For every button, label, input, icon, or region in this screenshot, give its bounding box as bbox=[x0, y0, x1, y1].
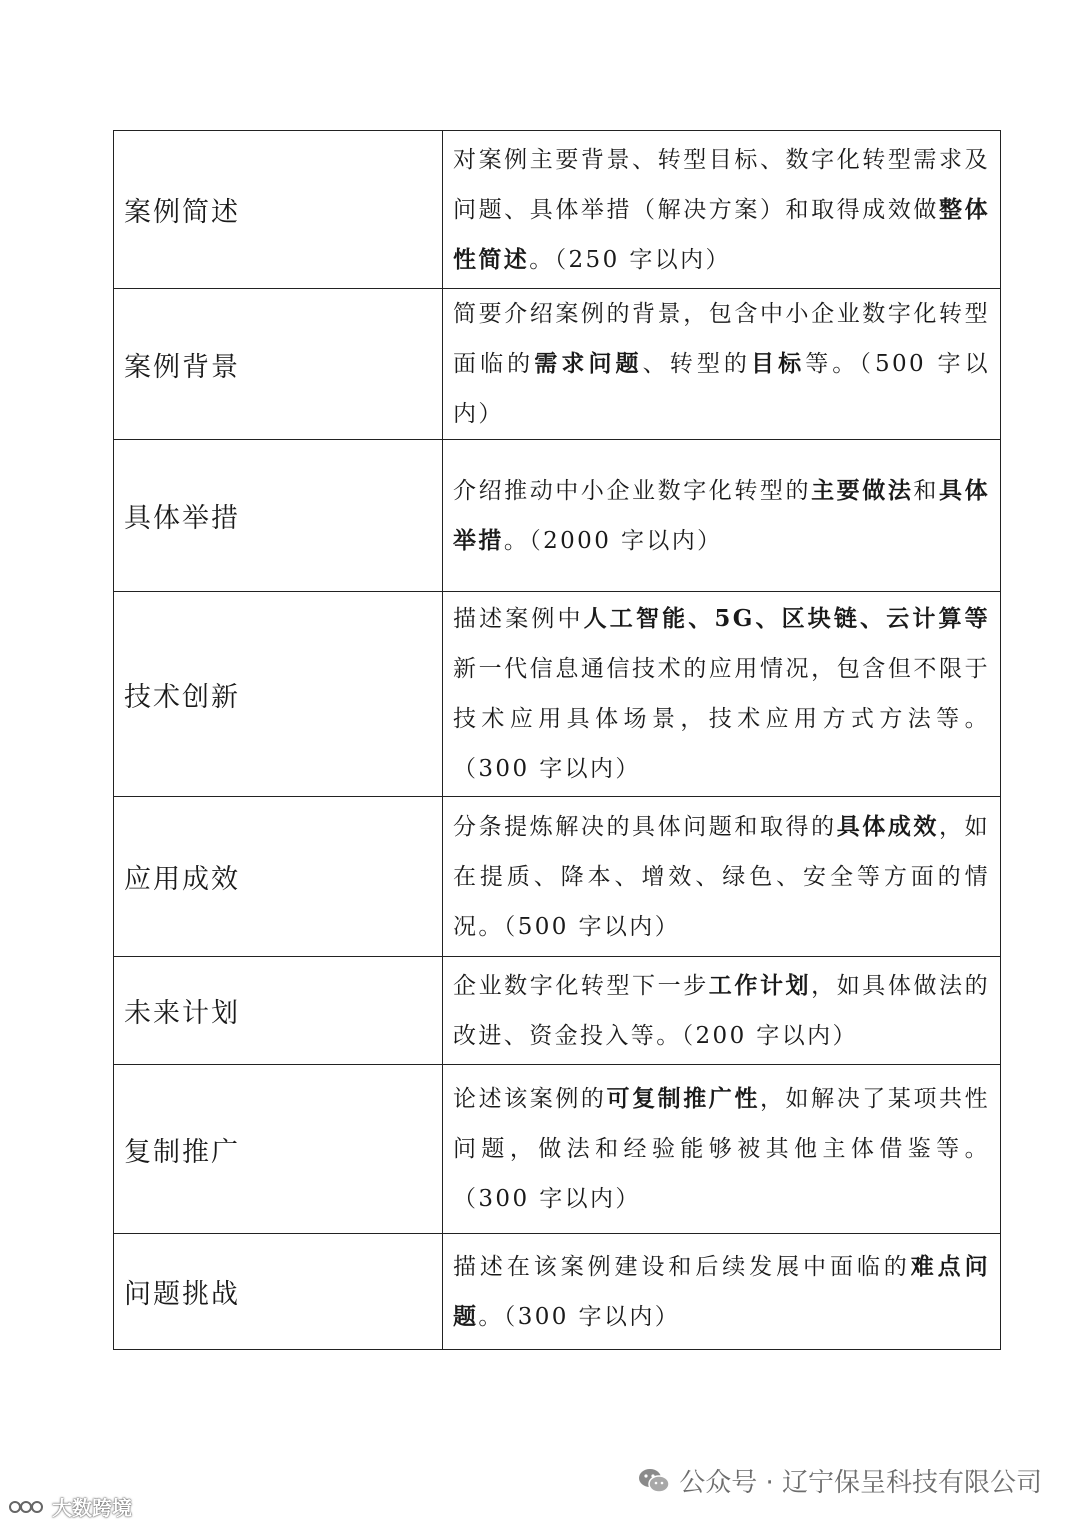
row-label: 技术创新 bbox=[114, 592, 443, 797]
row-label: 问题挑战 bbox=[114, 1234, 443, 1350]
emphasis-text: 具体成效 bbox=[836, 812, 940, 840]
table-row bbox=[114, 957, 1001, 1065]
description-text: 新一代信息通信技术的应用情况，包含但不限于技术应用具体场景，技术应用方式方法等。（300 字以内） bbox=[453, 656, 990, 782]
watermark-text: 公众号 · 辽宁保呈科技有限公司 bbox=[679, 1468, 1042, 1498]
description-text: 论述该案例的 bbox=[453, 1086, 607, 1112]
wechat-watermark bbox=[637, 1462, 1042, 1499]
description-text: 。（250 字以内） bbox=[529, 246, 731, 273]
row-description bbox=[443, 592, 1001, 797]
emphasis-text: 主要做法 bbox=[811, 476, 914, 504]
emphasis-text: 难点问题 bbox=[453, 1252, 990, 1330]
emphasis-text: 可复制推广性 bbox=[606, 1085, 760, 1112]
case-requirements-table bbox=[113, 130, 1001, 1350]
emphasis-text: 人工智能、5G、区块链、云计算等 bbox=[583, 605, 990, 632]
row-description bbox=[443, 289, 1001, 440]
row-label: 案例简述 bbox=[114, 131, 443, 289]
row-label: 案例背景 bbox=[114, 289, 443, 440]
description-text: ，如具体做法的改进、资金投入等。（200 字以内） bbox=[453, 972, 990, 1049]
emphasis-text: 整体性简述 bbox=[453, 195, 990, 273]
description-text: 描述在该案例建设和后续发展中面临的 bbox=[453, 1253, 911, 1280]
description-text: 企业数字化转型下一步 bbox=[453, 972, 709, 999]
description-text: 、转型的 bbox=[642, 351, 752, 377]
emphasis-text: 目标 bbox=[751, 350, 806, 377]
table-row bbox=[114, 1065, 1001, 1234]
row-label: 未来计划 bbox=[114, 957, 443, 1065]
logo-icon bbox=[8, 1496, 48, 1518]
corner-text: 大数跨境 bbox=[52, 1496, 132, 1520]
row-description bbox=[443, 797, 1001, 957]
row-label: 复制推广 bbox=[114, 1065, 443, 1234]
emphasis-text: 工作计划 bbox=[708, 971, 812, 999]
description-text: 。（2000 字以内） bbox=[503, 527, 723, 554]
description-text: ，如解决了某项共性问题，做法和经验能够被其他主体借鉴等。（300 字以内） bbox=[453, 1086, 991, 1212]
row-description bbox=[443, 1234, 1001, 1350]
corner-watermark bbox=[8, 1492, 132, 1521]
table-row bbox=[114, 592, 1001, 797]
table-row bbox=[114, 131, 1001, 289]
emphasis-text: 具体举措 bbox=[453, 476, 990, 554]
table-row bbox=[114, 440, 1001, 592]
row-description bbox=[443, 1065, 1001, 1234]
description-text: 描述案例中 bbox=[453, 606, 584, 632]
description-text: 分条提炼解决的具体问题和取得的 bbox=[453, 813, 837, 840]
row-label: 应用成效 bbox=[114, 797, 443, 957]
row-description bbox=[443, 957, 1001, 1065]
table-row bbox=[114, 1234, 1001, 1350]
emphasis-text: 需求问题 bbox=[534, 350, 643, 377]
description-text: 。（300 字以内） bbox=[478, 1303, 681, 1330]
description-text: ，如在提质、降本、增效、绿色、安全等方面的情况。（500 字以内） bbox=[453, 813, 990, 940]
row-description bbox=[443, 131, 1001, 289]
description-text: 简要介绍案例的背景，包含中小企业数字化转型面临的 bbox=[453, 301, 990, 377]
description-text: 对案例主要背景、转型目标、数字化转型需求及问题、具体举措（解决方案）和取得成效做 bbox=[453, 146, 990, 223]
wechat-icon bbox=[637, 1464, 671, 1498]
description-text: 介绍推动中小企业数字化转型的 bbox=[453, 477, 812, 504]
row-label: 具体举措 bbox=[114, 440, 443, 592]
description-text: 和 bbox=[913, 477, 939, 504]
description-text: 等。（500 字以内） bbox=[453, 351, 990, 427]
table-row bbox=[114, 797, 1001, 957]
row-description bbox=[443, 440, 1001, 592]
table-row bbox=[114, 289, 1001, 440]
